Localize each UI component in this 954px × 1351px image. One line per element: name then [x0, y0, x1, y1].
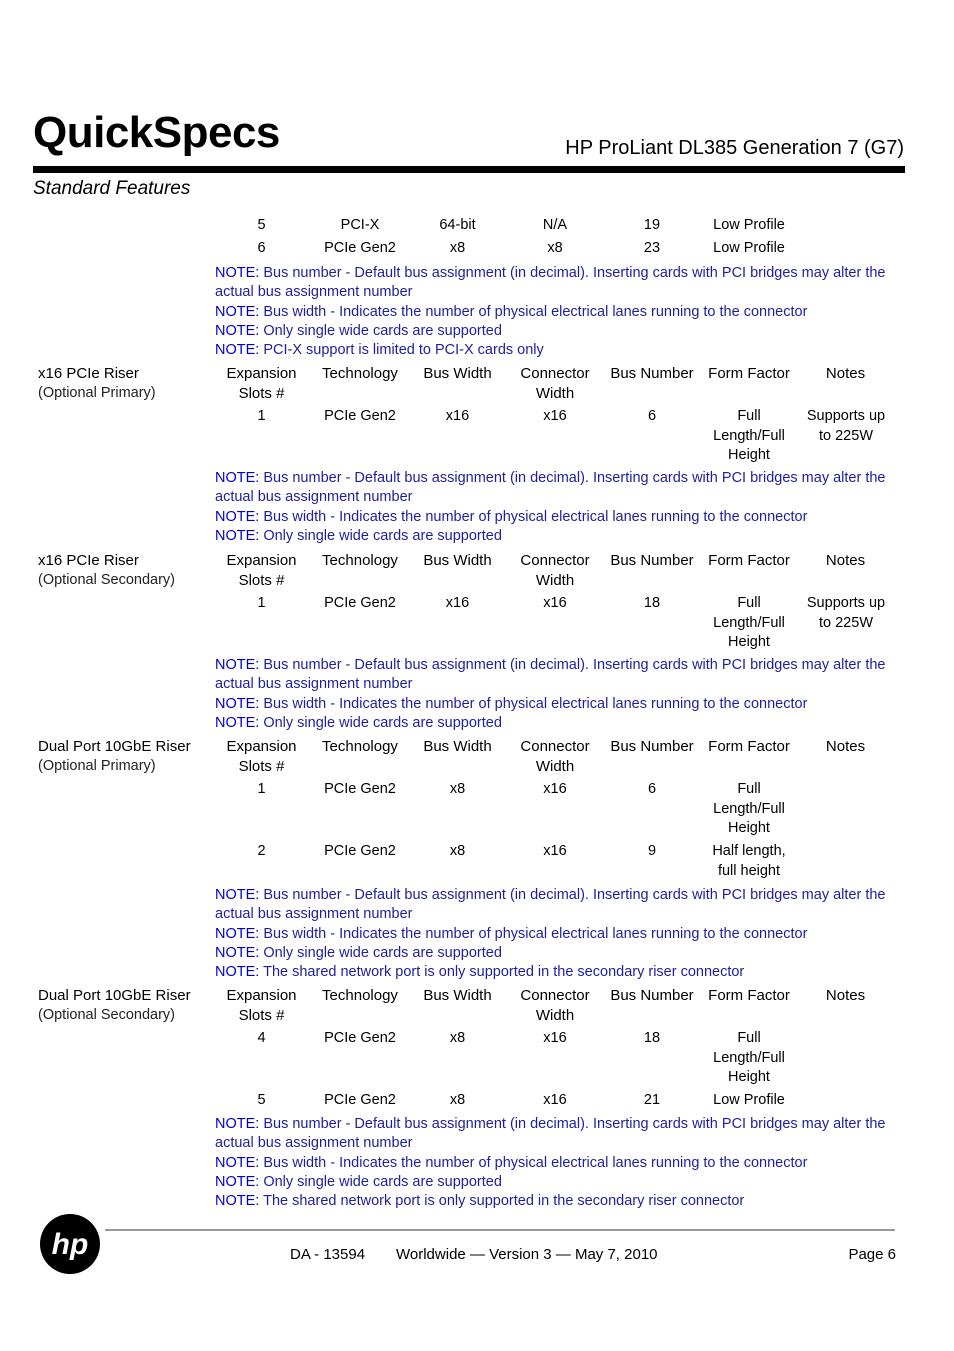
note-line: NOTE: PCI-X support is limited to PCI-X cards only — [215, 342, 544, 359]
note-line: NOTE: Only single wide cards are supported — [215, 714, 502, 731]
note-line: NOTE: Bus number - Default bus assignment (in decimal). Inserting cards with PCI bridges may alter the actual bus assignment number — [215, 265, 886, 301]
col-header: Form Factor — [708, 365, 790, 382]
doc-version: Worldwide — Version 3 — May 7, 2010 — [396, 1246, 658, 1263]
col-header: Notes — [825, 365, 866, 382]
col-header: Connector Width — [520, 987, 590, 1024]
note-line: NOTE: Bus width - Indicates the number of physical electrical lanes running to the connector — [215, 1154, 808, 1171]
riser-label: Dual Port 10GbE Riser (Optional Secondary) — [38, 987, 191, 1023]
note-line: NOTE: The shared network port is only supported in the secondary riser connector — [215, 1193, 745, 1210]
footer-rule — [105, 1229, 895, 1231]
cell-bus-width: x8 — [449, 781, 466, 797]
col-header: Bus Width — [423, 987, 492, 1004]
cell-technology: PCIe Gen2 — [324, 240, 396, 256]
cell-slot: 5 — [257, 1092, 266, 1108]
riser-label: x16 PCIe Riser (Optional Primary) — [38, 365, 156, 401]
note-line: NOTE: Only single wide cards are supported — [215, 944, 502, 961]
cell-bus-number: 6 — [647, 408, 657, 424]
notes-block — [215, 469, 895, 546]
note-line: NOTE: Only single wide cards are supported — [215, 527, 502, 544]
col-header: Technology — [322, 987, 398, 1004]
cell-technology: PCIe Gen2 — [324, 843, 396, 859]
cell-slot: 2 — [257, 843, 266, 859]
cell-technology: PCI-X — [340, 217, 380, 233]
cell-slot: 4 — [257, 1030, 266, 1046]
col-header: Bus Number — [610, 987, 694, 1004]
cell-form-factor: Full Length/Full Height — [713, 1030, 785, 1085]
cell-connector-width: x16 — [543, 1092, 567, 1108]
col-header: Technology — [322, 365, 398, 382]
cell-bus-width: x16 — [445, 595, 470, 611]
cell-bus-number: 23 — [643, 240, 661, 256]
cell-slot: 1 — [257, 595, 266, 611]
cell-form-factor: Half length, full height — [712, 843, 786, 879]
cell-connector-width: x16 — [543, 781, 567, 797]
col-header: Expansion Slots # — [226, 987, 297, 1024]
cell-connector-width: N/A — [542, 217, 568, 233]
col-header: Notes — [825, 987, 866, 1004]
cell-connector-width: x16 — [543, 843, 567, 859]
cell-bus-number: 6 — [647, 781, 657, 797]
cell-notes: Supports up to 225W — [806, 408, 886, 444]
cell-connector-width: x16 — [543, 1030, 567, 1046]
col-header: Expansion Slots # — [226, 552, 297, 589]
cell-connector-width: x8 — [547, 240, 563, 256]
cell-bus-width: x8 — [449, 1092, 466, 1108]
hp-logo-icon — [39, 1213, 101, 1275]
cell-slot: 5 — [257, 217, 266, 233]
cell-bus-width: x16 — [445, 408, 470, 424]
svg-text:hp: hp — [51, 1228, 89, 1261]
col-header: Connector Width — [520, 365, 590, 402]
col-header: Bus Number — [610, 552, 694, 569]
cell-connector-width: x16 — [543, 595, 567, 611]
note-line: NOTE: Bus number - Default bus assignment (in decimal). Inserting cards with PCI bridges may alter the actual bus assignment number — [215, 470, 886, 506]
notes-block — [215, 264, 895, 360]
riser-label: x16 PCIe Riser (Optional Secondary) — [38, 552, 176, 588]
note-line: NOTE: The shared network port is only supported in the secondary riser connector — [215, 964, 745, 981]
notes-block — [215, 1115, 895, 1211]
cell-slot: 1 — [257, 781, 266, 797]
cell-bus-width: x8 — [449, 240, 466, 256]
notes-block — [215, 886, 895, 982]
cell-form-factor: Full Length/Full Height — [713, 408, 785, 463]
col-header: Bus Number — [610, 365, 694, 382]
doc-id: DA - 13594 — [290, 1246, 366, 1263]
cell-technology: PCIe Gen2 — [324, 781, 396, 797]
col-header: Notes — [825, 738, 866, 755]
note-line: NOTE: Bus number - Default bus assignment (in decimal). Inserting cards with PCI bridges may alter the actual bus assignment number — [215, 657, 886, 693]
col-header: Connector Width — [520, 738, 590, 775]
col-header: Bus Width — [423, 365, 492, 382]
cell-slot: 1 — [257, 408, 266, 424]
note-line: NOTE: Bus width - Indicates the number of physical electrical lanes running to the connector — [215, 508, 808, 525]
note-line: NOTE: Bus number - Default bus assignment (in decimal). Inserting cards with PCI bridges may alter the actual bus assignment number — [215, 1116, 886, 1152]
cell-bus-number: 19 — [643, 217, 661, 233]
cell-bus-number: 21 — [643, 1092, 661, 1108]
note-line: NOTE: Only single wide cards are supported — [215, 322, 502, 339]
section-title: Standard Features — [33, 178, 191, 199]
note-line: NOTE: Bus width - Indicates the number of physical electrical lanes running to the connector — [215, 303, 808, 320]
col-header: Notes — [825, 552, 866, 569]
cell-bus-number: 18 — [643, 1030, 661, 1046]
cell-notes: Supports up to 225W — [806, 595, 886, 631]
col-header: Technology — [322, 552, 398, 569]
product-title: HP ProLiant DL385 Generation 7 (G7) — [565, 137, 904, 159]
brand-title: QuickSpecs — [33, 108, 280, 157]
note-line: NOTE: Bus width - Indicates the number of physical electrical lanes running to the connector — [215, 695, 808, 712]
cell-bus-width: x8 — [449, 1030, 466, 1046]
cell-bus-width: x8 — [449, 843, 466, 859]
col-header: Bus Number — [610, 738, 694, 755]
col-header: Expansion Slots # — [226, 365, 297, 402]
note-line: NOTE: Bus width - Indicates the number of physical electrical lanes running to the connector — [215, 925, 808, 942]
notes-block — [215, 656, 895, 733]
page-number: Page 6 — [848, 1246, 896, 1263]
cell-connector-width: x16 — [543, 408, 567, 424]
col-header: Form Factor — [708, 552, 790, 569]
cell-technology: PCIe Gen2 — [324, 1030, 396, 1046]
col-header: Bus Width — [423, 552, 492, 569]
cell-bus-number: 9 — [647, 843, 657, 859]
cell-form-factor: Full Length/Full Height — [713, 595, 785, 650]
col-header: Connector Width — [520, 552, 590, 589]
col-header: Bus Width — [423, 738, 492, 755]
cell-form-factor: Full Length/Full Height — [713, 781, 785, 836]
note-line: NOTE: Only single wide cards are supported — [215, 1173, 502, 1190]
cell-form-factor: Low Profile — [713, 1092, 785, 1108]
col-header: Form Factor — [708, 987, 790, 1004]
cell-technology: PCIe Gen2 — [324, 1092, 396, 1108]
riser-label: Dual Port 10GbE Riser (Optional Primary) — [38, 738, 191, 774]
cell-form-factor: Low Profile — [713, 217, 785, 233]
col-header: Form Factor — [708, 738, 790, 755]
cell-form-factor: Low Profile — [713, 240, 785, 256]
cell-technology: PCIe Gen2 — [324, 595, 396, 611]
col-header: Expansion Slots # — [226, 738, 297, 775]
cell-slot: 6 — [257, 240, 266, 256]
cell-technology: PCIe Gen2 — [324, 408, 396, 424]
col-header: Technology — [322, 738, 398, 755]
cell-bus-number: 18 — [643, 595, 661, 611]
cell-bus-width: 64-bit — [439, 217, 476, 233]
note-line: NOTE: Bus number - Default bus assignment (in decimal). Inserting cards with PCI bridges may alter the actual bus assignment number — [215, 887, 886, 923]
